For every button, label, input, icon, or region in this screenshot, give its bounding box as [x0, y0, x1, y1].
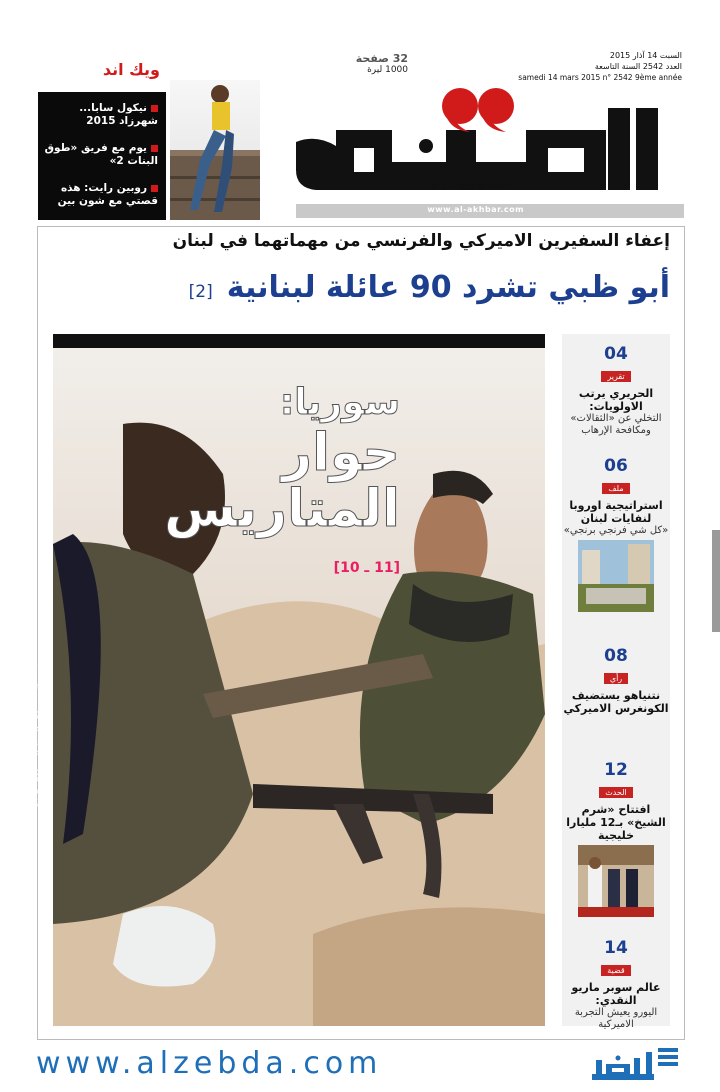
sidebar-item-08[interactable]: [562, 646, 670, 715]
page-number: 06: [604, 456, 628, 476]
sidebar-item-12[interactable]: [562, 760, 670, 921]
quote-mark-icon: [438, 78, 518, 132]
page-edge-tab: [712, 530, 720, 632]
weekend-label: ويك اند: [102, 60, 160, 79]
footer-url[interactable]: www.alzebda.com: [36, 1046, 383, 1081]
weekend-item[interactable]: نيكول سابا... شهرزاد 2015: [79, 102, 158, 127]
main-headline[interactable]: [30, 270, 670, 305]
bullet-icon: [151, 145, 158, 152]
page-number: 08: [604, 646, 628, 666]
sidebar-item-14[interactable]: [562, 938, 670, 1031]
date-arabic: السبت 14 آذار 2015: [609, 51, 682, 60]
item-title: الحريري يرتب الاولويات:: [578, 387, 654, 413]
item-title: نتنياهو يستضيف الكونغرس الاميركي: [563, 689, 669, 715]
cover-title-line2: حوار: [282, 423, 400, 483]
category-badge: قضية: [601, 965, 630, 976]
weekend-item[interactable]: روبين رايت: هذه قصتي مع شون بين: [57, 182, 158, 207]
cover-page-ref: [11 ـ 10]: [333, 560, 400, 576]
category-badge: تقرير: [601, 371, 630, 382]
thumbnail-image: [578, 540, 654, 612]
sidebar-item-04[interactable]: [562, 344, 670, 437]
cover-title-line1: سوريا:: [279, 382, 400, 423]
masthead-date-block: [502, 50, 682, 83]
page-number: 04: [604, 344, 628, 364]
item-title: عالم سوبر ماريو النقدي:: [571, 981, 661, 1007]
contents-sidebar: [562, 334, 670, 1030]
page-number: 14: [604, 938, 628, 958]
cover-title-line3: المتاريس: [164, 479, 400, 539]
category-badge: الحدث: [599, 787, 633, 798]
page-number: 12: [604, 760, 628, 780]
alzebda-logo: [588, 1044, 680, 1084]
url-bar: [296, 204, 684, 218]
price: 1000 ليرة: [367, 65, 408, 75]
weekend-item[interactable]: يوم مع فريق «طوق البنات 2»: [44, 142, 158, 167]
bullet-icon: [151, 185, 158, 192]
category-badge: ملف: [602, 483, 629, 494]
date-french: samedi 14 mars 2015 n° 2542 9ème année: [518, 73, 682, 82]
category-badge: رأي: [604, 673, 628, 684]
logo-latin: al-akhbar: [430, 180, 517, 193]
item-subtitle: اليورو يعيش التجربة الاميركية: [574, 1007, 658, 1030]
thumbnail-image: [578, 845, 654, 917]
item-subtitle: التخلي عن «الثقالات» ومكافحة الإرهاب: [570, 413, 662, 436]
weekend-box: [38, 92, 166, 220]
issue-arabic: العدد 2542 السنة التاسعة: [594, 62, 682, 71]
item-title: افتتاح «شرم الشيخ» بـ12 مليارا خليجية: [566, 803, 666, 842]
main-headline-ref: [2]: [188, 282, 213, 302]
sidebar-item-06[interactable]: [562, 456, 670, 616]
page-count: 32 صفحة: [355, 52, 408, 65]
main-headline-text: أبو ظبي تشرد 90 عائلة لبنانية: [226, 270, 670, 305]
weekend-photo: [170, 80, 260, 220]
photo-caption: شعبة معاوية مقاتلون من الجيش السوري في جبهة...: [30, 655, 39, 819]
kicker-headline[interactable]: إعفاء السفيرين الاميركي والفرنسي من مهماتهما في لبنان: [172, 231, 670, 251]
item-title: استراتيجية اوروبا لنفايات لبنان: [569, 499, 663, 525]
item-subtitle: «كل شي فرنجي برنجي»: [563, 525, 669, 536]
cover-title[interactable]: [164, 423, 400, 539]
website-url[interactable]: www.al-akhbar.com: [427, 205, 524, 214]
bullet-icon: [151, 105, 158, 112]
